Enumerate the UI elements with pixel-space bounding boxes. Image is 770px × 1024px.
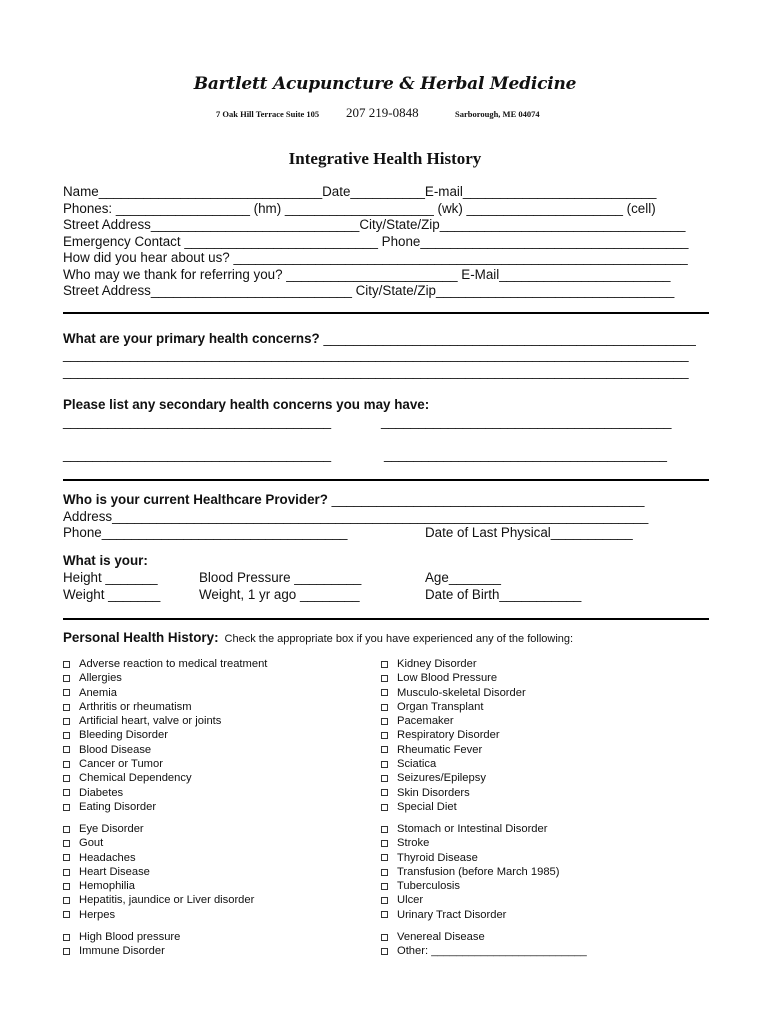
condition-label: Arthritis or rheumatism: [79, 700, 192, 713]
secondary-concerns-question: Please list any secondary health concerns you may have:: [63, 397, 430, 412]
condition-label: Skin Disorders: [397, 786, 470, 799]
condition-item: [381, 757, 526, 771]
condition-item: [63, 893, 254, 907]
condition-checkbox[interactable]: [381, 804, 388, 811]
clinic-city: Sarborough, ME 04074: [455, 109, 540, 119]
condition-item: [381, 944, 587, 958]
condition-list-left-2: [63, 822, 254, 922]
clinic-name: Bartlett Acupuncture & Herbal Medicine: [193, 74, 577, 94]
condition-checkbox[interactable]: [63, 718, 70, 725]
condition-item: [63, 743, 267, 757]
condition-list-right-2: [381, 822, 560, 922]
provider-question: Who is your current Healthcare Provider?: [63, 492, 332, 507]
condition-item: [63, 686, 267, 700]
condition-item: [381, 786, 526, 800]
condition-item: [63, 786, 267, 800]
condition-checkbox[interactable]: [381, 840, 388, 847]
condition-item: [381, 865, 560, 879]
condition-label: Rheumatic Fever: [397, 743, 483, 756]
vitals-heading: What is your:: [63, 553, 148, 568]
condition-checkbox[interactable]: [381, 675, 388, 682]
condition-checkbox[interactable]: [63, 675, 70, 682]
condition-item: [63, 714, 267, 728]
condition-checkbox[interactable]: [381, 718, 388, 725]
condition-label: Stroke: [397, 837, 430, 850]
provider-address-line[interactable]: Address________________________________________________________________________: [63, 509, 649, 524]
condition-item: [63, 851, 254, 865]
condition-label: Heart Disease: [79, 865, 150, 878]
history-heading-line: [63, 629, 573, 647]
condition-label: Headaches: [79, 851, 136, 864]
condition-label: High Blood pressure: [79, 931, 181, 943]
blood-pressure-field[interactable]: Blood Pressure _________: [199, 570, 362, 585]
condition-label: Seizures/Epilepsy: [397, 772, 486, 785]
section-divider: [63, 479, 709, 481]
condition-label: Adverse reaction to medical treatment: [79, 658, 268, 670]
condition-checkbox[interactable]: [63, 732, 70, 739]
condition-label: Allergies: [79, 672, 122, 685]
condition-label: Sciatica: [397, 758, 437, 771]
condition-item: [63, 700, 267, 714]
condition-label: Respiratory Disorder: [397, 729, 500, 742]
condition-label: Eating Disorder: [79, 800, 157, 813]
condition-checkbox[interactable]: [381, 854, 388, 861]
condition-label: Immune Disorder: [79, 945, 165, 958]
secondary-concerns-blank-left-2[interactable]: ____________________________________: [63, 447, 332, 462]
secondary-concerns-blank-right-1[interactable]: _______________________________________: [381, 414, 672, 429]
street-address-line[interactable]: Street Address____________________________City/State/Zip_________________________________: [63, 217, 686, 232]
condition-label: Blood Disease: [79, 743, 152, 756]
condition-item: [63, 657, 267, 671]
condition-item: [63, 836, 254, 850]
condition-list-left-1: [63, 657, 267, 814]
clinic-address: 7 Oak Hill Terrace Suite 105: [216, 109, 320, 119]
clinic-phone: 207 219-0848: [346, 105, 419, 120]
condition-checkbox[interactable]: [63, 911, 70, 918]
condition-item: [63, 771, 267, 785]
condition-checkbox[interactable]: [381, 948, 388, 955]
primary-concerns-line[interactable]: [63, 331, 696, 346]
condition-checkbox[interactable]: [63, 948, 70, 955]
condition-label: Bleeding Disorder: [79, 729, 168, 742]
condition-checkbox[interactable]: [63, 704, 70, 711]
weight-1yr-field[interactable]: Weight, 1 yr ago ________: [199, 587, 360, 602]
condition-checkbox[interactable]: [381, 883, 388, 890]
condition-label: Kidney Disorder: [397, 658, 477, 670]
referrer-address-line[interactable]: Street Address___________________________ City/State/Zip________________________________: [63, 283, 675, 298]
condition-checkbox[interactable]: [381, 761, 388, 768]
condition-checkbox[interactable]: [63, 869, 70, 876]
condition-checkbox[interactable]: [63, 804, 70, 811]
condition-label: Hemophilia: [79, 880, 135, 893]
condition-checkbox[interactable]: [63, 826, 70, 833]
date-of-birth-field[interactable]: Date of Birth___________: [425, 587, 582, 602]
condition-checkbox[interactable]: [63, 840, 70, 847]
age-field[interactable]: Age_______: [425, 570, 501, 585]
condition-label: Artificial heart, valve or joints: [79, 715, 222, 728]
condition-checkbox[interactable]: [381, 661, 388, 668]
condition-list-left-3: [63, 930, 180, 959]
condition-checkbox[interactable]: [381, 704, 388, 711]
condition-label: Cancer or Tumor: [79, 758, 163, 771]
condition-item: [381, 657, 526, 671]
provider-line[interactable]: [63, 492, 644, 507]
history-instruction: Check the appropriate box if you have experienced any of the following:: [224, 633, 574, 645]
condition-item: [63, 671, 267, 685]
condition-label: Anemia: [79, 686, 117, 699]
primary-concerns-blank-1[interactable]: __________________________________________________: [323, 331, 696, 346]
condition-item: [63, 800, 267, 814]
primary-concerns-question: What are your primary health concerns?: [63, 331, 324, 346]
condition-item: [381, 822, 560, 836]
condition-item: [381, 930, 587, 944]
condition-checkbox[interactable]: [63, 883, 70, 890]
condition-item: [381, 836, 560, 850]
history-heading: Personal Health History:: [63, 630, 219, 645]
condition-item: [381, 800, 526, 814]
condition-label: Urinary Tract Disorder: [397, 908, 507, 921]
condition-label: Tuberculosis: [397, 880, 461, 893]
condition-item: [63, 930, 180, 944]
phones-line[interactable]: Phones: __________________ (hm) ____________________ (wk) _____________________ (cell): [63, 201, 656, 216]
condition-checkbox[interactable]: [381, 826, 388, 833]
emergency-contact-line[interactable]: Emergency Contact __________________________ Phone____________________________________: [63, 234, 689, 249]
condition-label: Gout: [79, 837, 104, 850]
condition-label: Pacemaker: [397, 715, 454, 728]
condition-label: Venereal Disease: [397, 931, 485, 943]
condition-checkbox[interactable]: [63, 789, 70, 796]
condition-label: Hepatitis, jaundice or Liver disorder: [79, 894, 255, 907]
provider-blank[interactable]: __________________________________________: [331, 492, 645, 507]
condition-checkbox[interactable]: [381, 789, 388, 796]
condition-item: [381, 671, 526, 685]
condition-item: [381, 908, 560, 922]
condition-checkbox[interactable]: [381, 911, 388, 918]
condition-checkbox[interactable]: [381, 775, 388, 782]
condition-item: [63, 865, 254, 879]
condition-item: [63, 728, 267, 742]
condition-checkbox[interactable]: [63, 854, 70, 861]
primary-concerns-blank-2[interactable]: ____________________________________________________________________________________: [63, 347, 689, 362]
condition-label: Thyroid Disease: [397, 851, 478, 864]
condition-item: [381, 700, 526, 714]
condition-label: Musculo-skeletal Disorder: [397, 686, 526, 699]
condition-checkbox[interactable]: [381, 934, 388, 941]
condition-label: Eye Disorder: [79, 823, 144, 835]
condition-checkbox[interactable]: [63, 761, 70, 768]
condition-label: Stomach or Intestinal Disorder: [397, 823, 548, 835]
form-title: Integrative Health History: [288, 149, 482, 168]
condition-label: Ulcer: [397, 894, 424, 907]
condition-label: Diabetes: [79, 786, 124, 799]
condition-label: Special Diet: [397, 800, 457, 813]
condition-item: [63, 944, 180, 958]
condition-checkbox[interactable]: [63, 689, 70, 696]
condition-checkbox[interactable]: [381, 869, 388, 876]
last-physical-line[interactable]: Date of Last Physical___________: [425, 525, 633, 540]
condition-item: [63, 879, 254, 893]
height-field[interactable]: Height _______: [63, 570, 158, 585]
section-divider: [63, 312, 709, 314]
condition-label: Other: _________________________: [397, 945, 587, 958]
condition-item: [381, 743, 526, 757]
name-date-email-line[interactable]: Name______________________________Date__________E-mail__________________________: [63, 184, 657, 199]
referral-source-line[interactable]: How did you hear about us? _____________________________________________________________: [63, 250, 688, 265]
section-divider: [63, 618, 709, 620]
condition-item: [381, 893, 560, 907]
condition-checkbox[interactable]: [381, 746, 388, 753]
condition-checkbox[interactable]: [381, 732, 388, 739]
condition-checkbox[interactable]: [381, 897, 388, 904]
secondary-concerns-blank-right-2[interactable]: ______________________________________: [384, 447, 667, 462]
condition-checkbox[interactable]: [63, 934, 70, 941]
secondary-concerns-blank-left-1[interactable]: ____________________________________: [63, 414, 332, 429]
condition-item: [381, 714, 526, 728]
condition-item: [381, 851, 560, 865]
condition-checkbox[interactable]: [63, 775, 70, 782]
weight-field[interactable]: Weight _______: [63, 587, 161, 602]
condition-checkbox[interactable]: [381, 689, 388, 696]
condition-item: [63, 757, 267, 771]
condition-checkbox[interactable]: [63, 746, 70, 753]
provider-phone-line[interactable]: Phone_________________________________: [63, 525, 348, 540]
condition-item: [381, 686, 526, 700]
condition-label: Organ Transplant: [397, 700, 484, 713]
condition-checkbox[interactable]: [63, 897, 70, 904]
condition-label: Chemical Dependency: [79, 772, 192, 785]
condition-item: [63, 822, 254, 836]
condition-item: [63, 908, 254, 922]
condition-item: [381, 879, 560, 893]
condition-list-right-3: [381, 930, 587, 959]
primary-concerns-blank-3[interactable]: ____________________________________________________________________________________: [63, 364, 689, 379]
condition-item: [381, 771, 526, 785]
condition-checkbox[interactable]: [63, 661, 70, 668]
referrer-line[interactable]: Who may we thank for referring you? _______________________ E-Mail_______________________: [63, 267, 671, 282]
condition-label: Herpes: [79, 908, 116, 921]
condition-item: [381, 728, 526, 742]
condition-list-right-1: [381, 657, 526, 814]
condition-label: Low Blood Pressure: [397, 672, 498, 685]
condition-label: Transfusion (before March 1985): [397, 865, 560, 878]
